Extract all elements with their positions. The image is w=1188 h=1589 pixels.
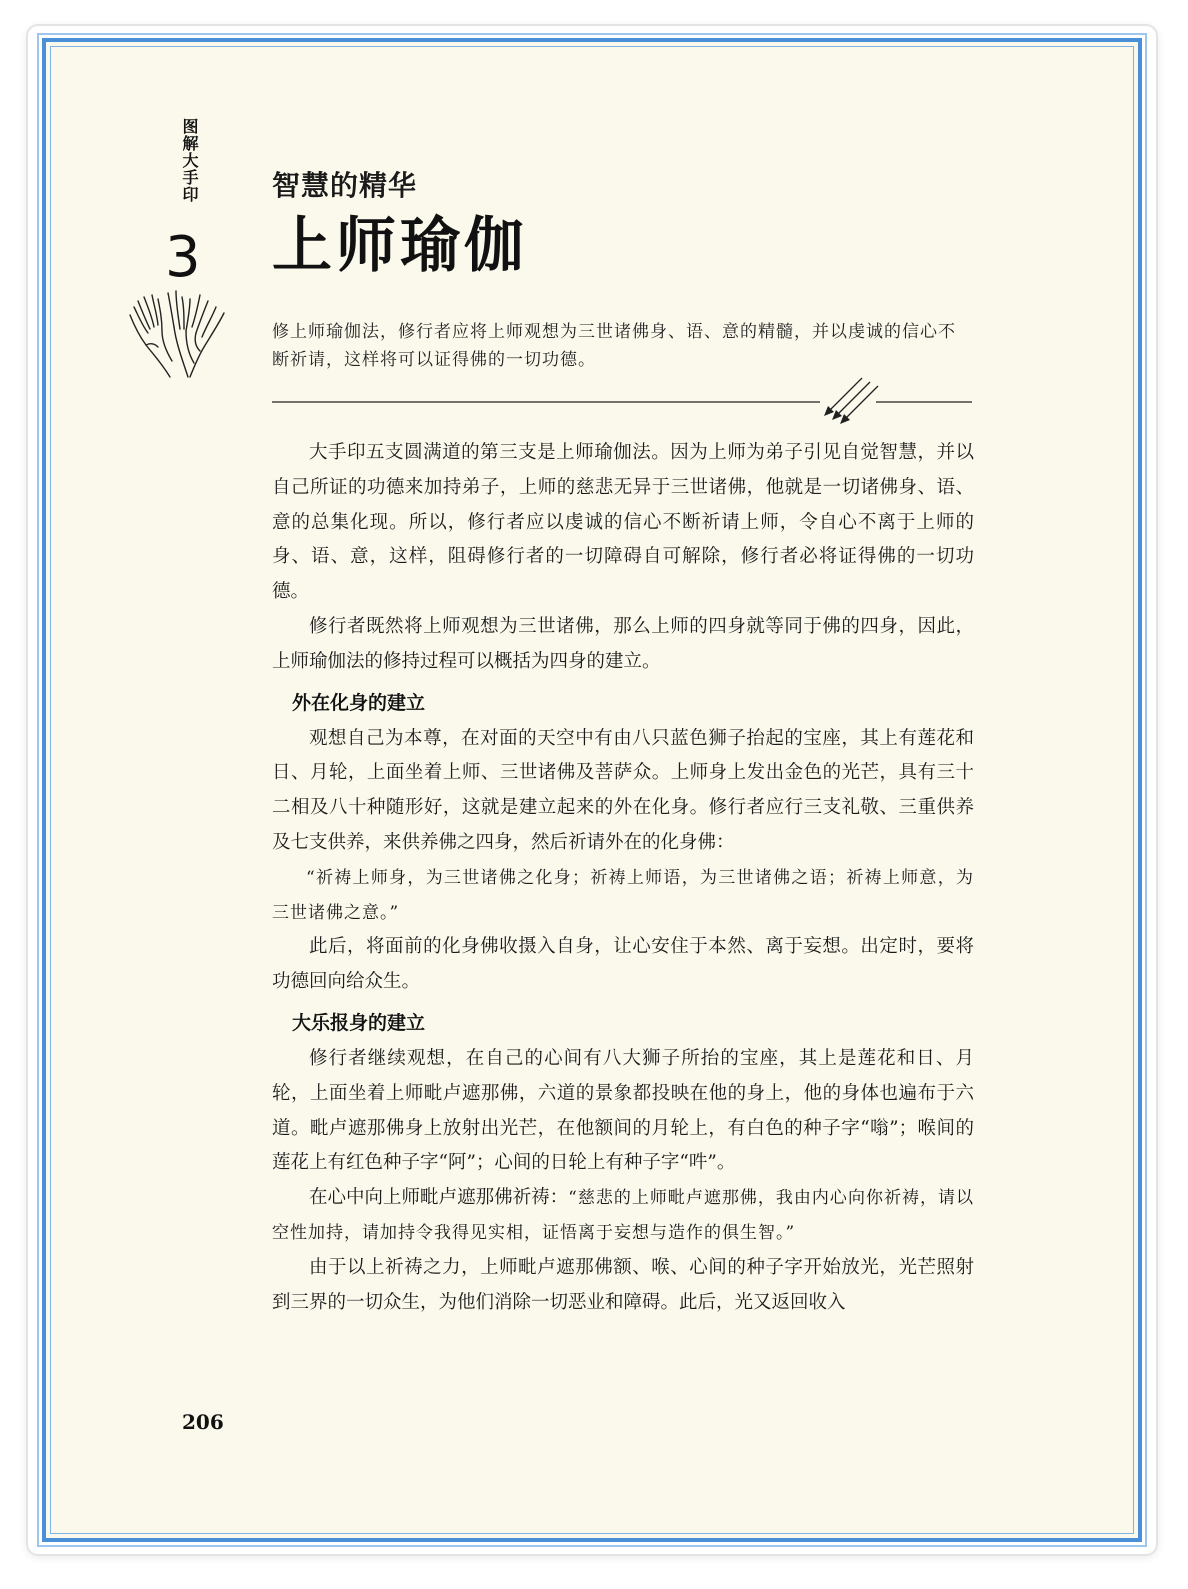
section-heading: 外在化身的建立 (292, 691, 426, 714)
prayer-quote: “祈祷上师身，为三世诸佛之化身；祈祷上师语，为三世诸佛之语；祈祷上师意，为三世诸佛之意。” (272, 867, 974, 923)
paragraph: 大手印五支圆满道的第三支是上师瑜伽法。因为上师为弟子引见自觉智慧，并以自己所证的功德来加持弟子，上师的慈悲无异于三世诸佛，他就是一切诸佛身、语、意的总集化现。所以，修行者应以虔诚的信心不断祈请上师，令自心不离于上师的身、语、意，这样，阻碍修行者的一切障碍自可解除，修行者必将证得佛的一切功德。 (272, 442, 974, 603)
series-title: 图解大手印 (180, 118, 199, 203)
section-kicker: 智慧的精华 (272, 169, 418, 202)
paragraph: 观想自己为本尊，在对面的天空中有由八只蓝色狮子抬起的宝座，其上有莲花和日、月轮，上面坐着上师、三世诸佛及菩萨众。上师身上发出金色的光芒，具有三十二相及八十种随形好，这就是建立起来的外在化身。修行者应行三支礼敬、三重供养及七支供养，来供养佛之四身，然后祈请外在的化身佛： (272, 727, 974, 853)
chapter-number: 3 (165, 225, 201, 290)
praying-hands-icon (124, 285, 236, 381)
paragraph: 修行者继续观想，在自己的心间有八大狮子所抬的宝座，其上是莲花和日、月轮，上面坐着上师毗卢遮那佛，六道的景象都投映在他的身上，他的身体也遍布于六道。毗卢遮那佛身上放射出光芒，在他额间的月轮上，有白色的种子字“嗡”；喉间的莲花上有红色种子字“阿”；心间的日轮上有种子字“吽”。 (272, 1047, 974, 1174)
prayer-lead: 在心中向上师毗卢遮那佛祈祷： (309, 1187, 569, 1209)
paragraph (272, 1181, 974, 1251)
paragraph: 修行者既然将上师观想为三世诸佛，那么上师的四身就等同于佛的四身，因此，上师瑜伽法的修持过程可以概括为四身的建立。 (272, 615, 974, 672)
arrow-divider (272, 376, 972, 426)
page-title: 上师瑜伽 (272, 211, 528, 281)
section-heading: 大乐报身的建立 (292, 1011, 426, 1034)
prayer-quote: “慈悲的上师毗卢遮那佛，我由内心向你祈祷，请以空性加持，请加持令我得见实相，证悟离于妄想与造作的俱生智。” (272, 1188, 974, 1243)
page-number: 206 (182, 1410, 224, 1434)
chapter-abstract: 修上师瑜伽法，修行者应将上师观想为三世诸佛身、语、意的精髓，并以虔诚的信心不断祈请，这样将可以证得佛的一切功德。 (272, 322, 956, 370)
body-text (272, 436, 974, 1320)
paragraph: 此后，将面前的化身佛收摄入自身，让心安住于本然、离于妄想。出定时，要将功德回向给众生。 (272, 936, 974, 993)
paragraph: 由于以上祈祷之力，上师毗卢遮那佛额、喉、心间的种子字开始放光，光芒照射到三界的一切众生，为他们消除一切恶业和障碍。此后，光又返回收入 (272, 1256, 974, 1313)
